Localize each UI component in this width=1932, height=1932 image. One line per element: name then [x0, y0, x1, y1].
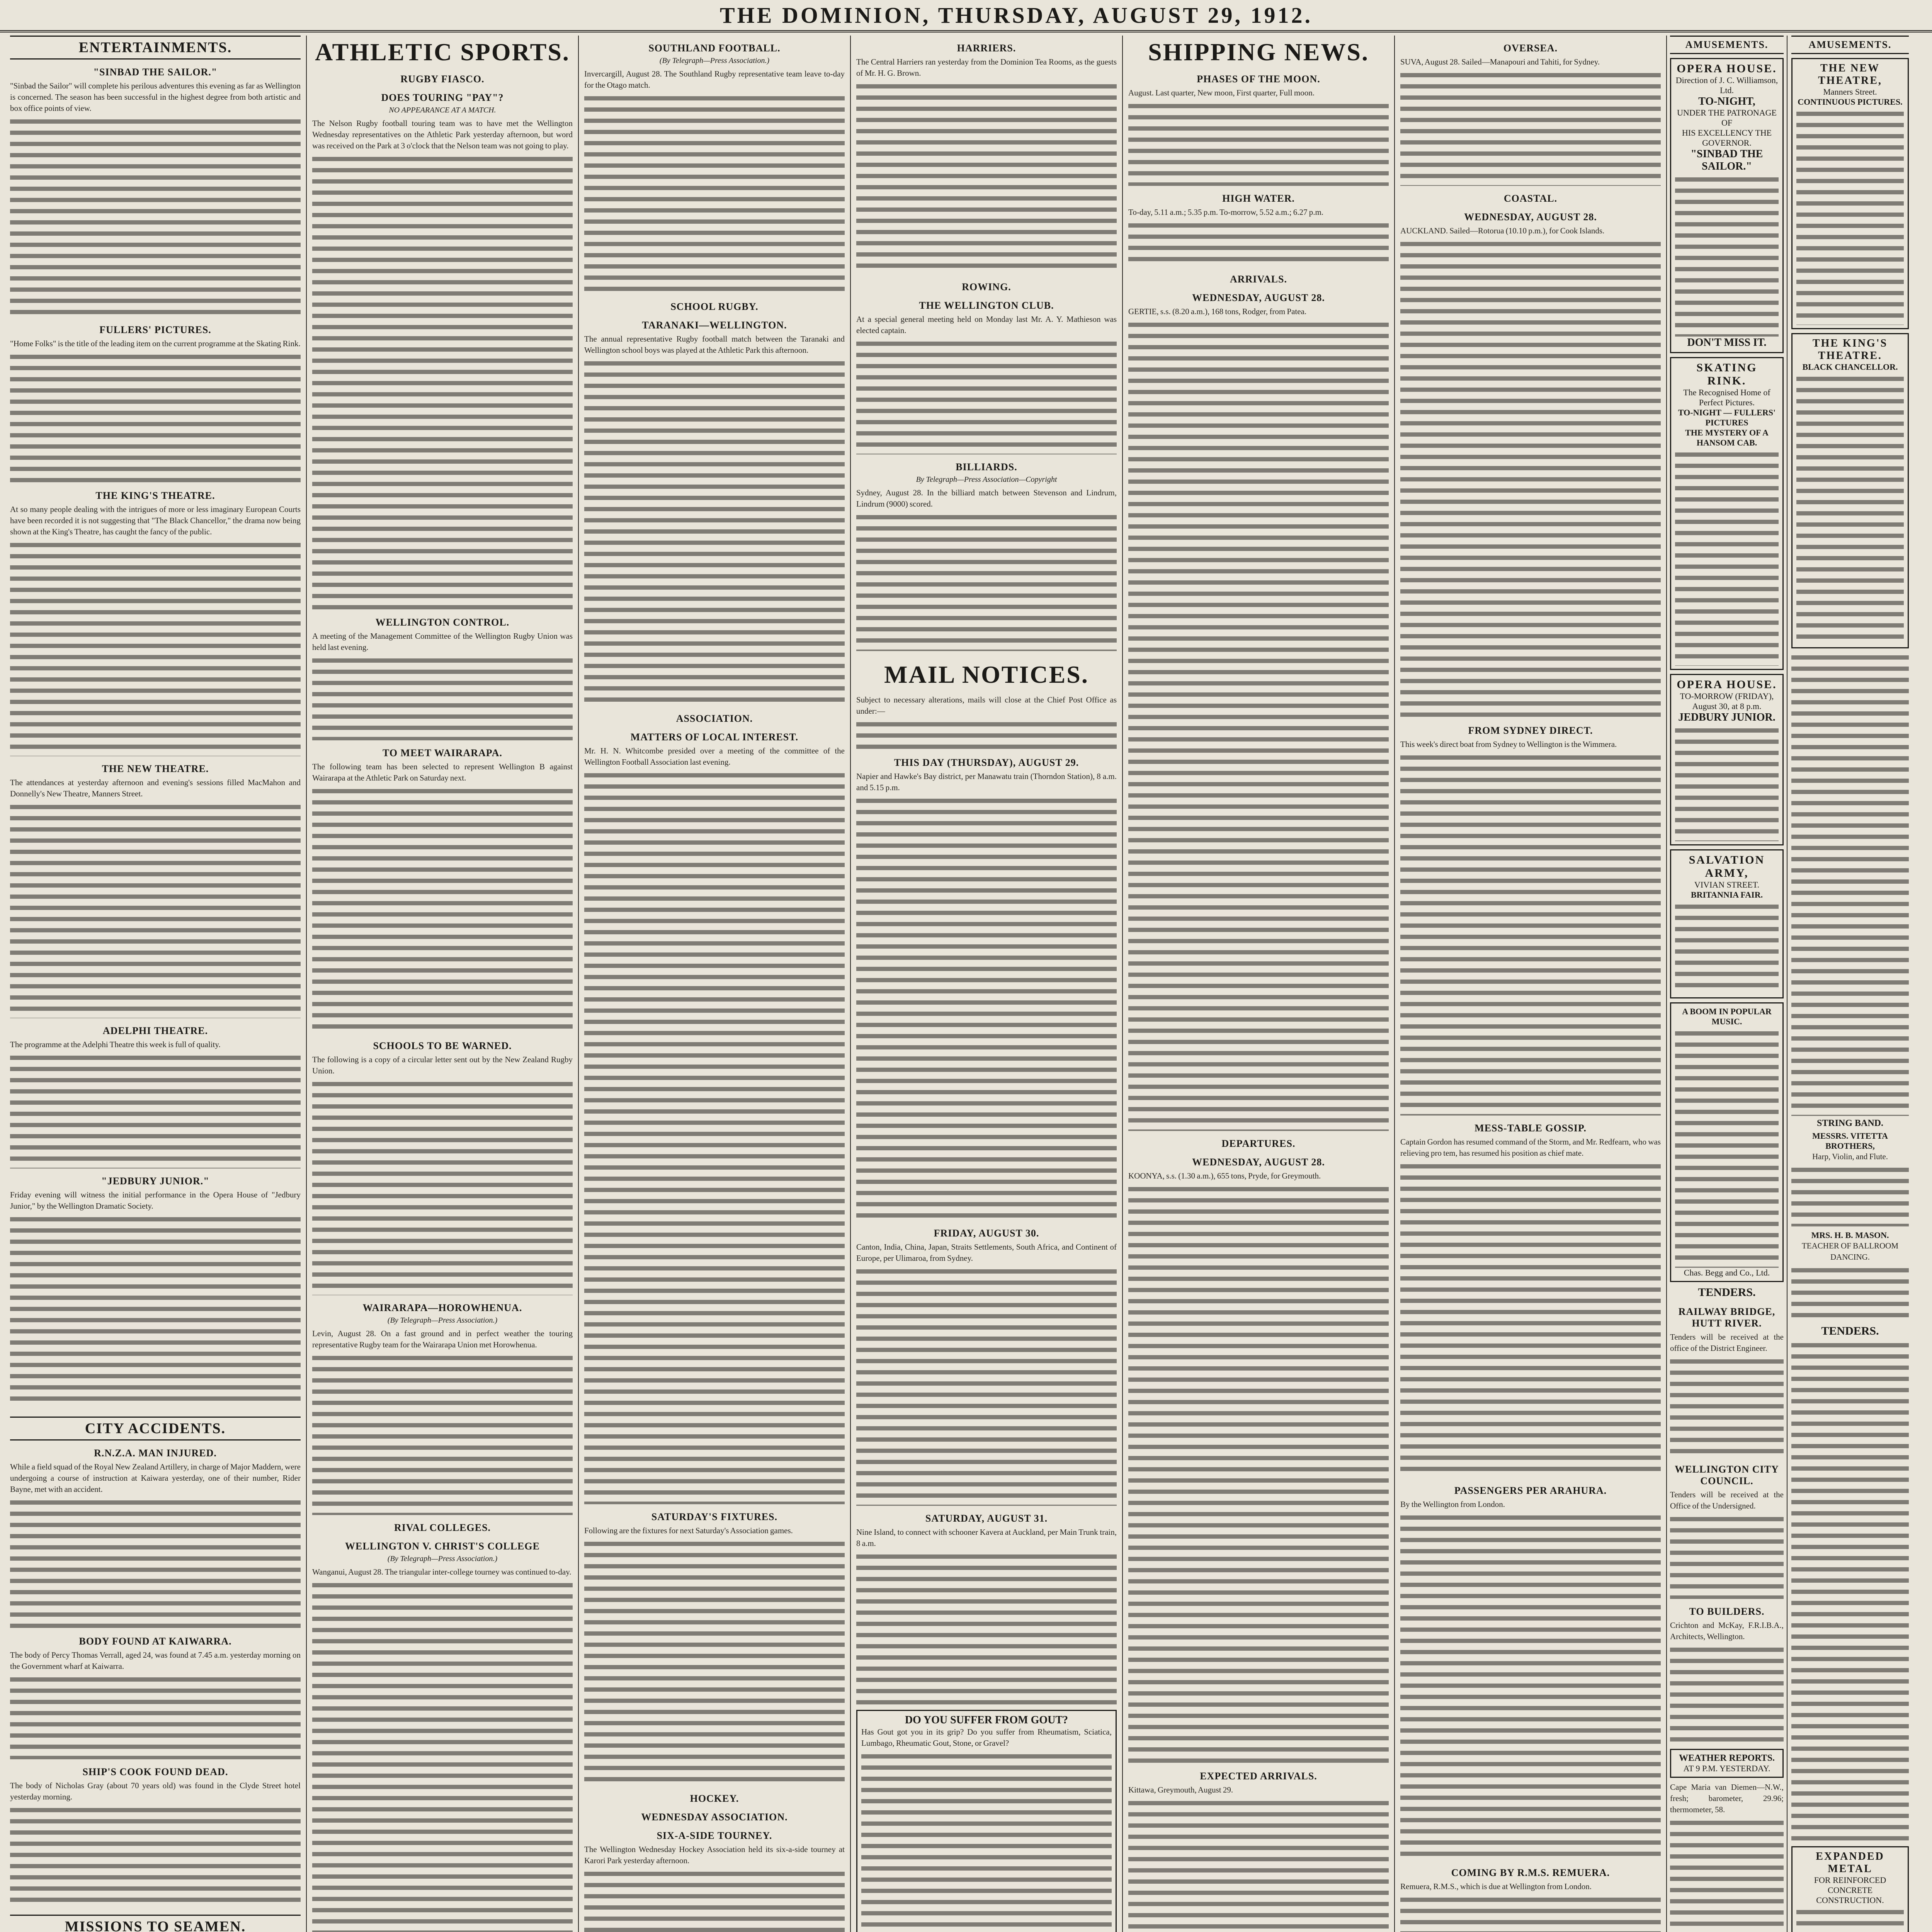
article-heading: SATURDAY, AUGUST 31. — [925, 1513, 1048, 1524]
article — [312, 73, 573, 610]
article — [856, 1513, 1117, 1706]
article-body-text — [1400, 1161, 1661, 1478]
article — [584, 713, 845, 1504]
article-body-text — [10, 116, 301, 317]
article-body-text — [10, 1497, 301, 1629]
article-heading: WELLINGTON CONTROL. — [375, 617, 510, 628]
article-heading: SATURDAY'S FIXTURES. — [651, 1511, 778, 1522]
article-list — [1400, 43, 1661, 1932]
article-body-text — [312, 786, 573, 1033]
article-heading: SCHOOL RUGBY. — [670, 301, 759, 312]
article-text: Invercargill, August 28. The Southland Rugby representative team leave to-day for the Otago match. — [584, 69, 845, 90]
skating-rink-advert — [1670, 357, 1784, 670]
article-body-text — [584, 1539, 845, 1786]
article-text: Friday evening will witness the initial performance in the Opera House of "Jedbury Junior," by the Wellington Dramatic Society. — [10, 1190, 301, 1211]
article — [1400, 43, 1661, 186]
article-body-text — [584, 770, 845, 1504]
article-list — [1128, 73, 1389, 1932]
advert-title: EXPANDED METAL — [1816, 1850, 1884, 1875]
article-body-text — [10, 1214, 301, 1407]
article-dateline: (By Telegraph—Press Association.) — [659, 56, 770, 65]
article-text: Kittawa, Greymouth, August 29. — [1128, 1785, 1233, 1794]
article-heading: WAIRARAPA—HOROWHENUA. — [362, 1302, 522, 1313]
article-list — [312, 73, 573, 1932]
article-text: Remuera, R.M.S., which is due at Wellington from London. — [1400, 1882, 1592, 1891]
article-text: The Central Harriers ran yesterday from the Dominion Tea Rooms, as the guests of Mr. H. G. Brown. — [856, 57, 1117, 78]
article-heading: SHIP'S COOK FOUND DEAD. — [82, 1766, 228, 1777]
advert-line: Manners Street. — [1823, 87, 1877, 97]
article-text: "Sinbad the Sailor" will complete his perilous adventures this evening as far as Wellington is concerned. The season has been successful in the highest degree from both artistic and box office points of view. — [10, 81, 301, 113]
article-body-text — [10, 802, 301, 1018]
article-text: Subject to necessary alterations, mails will close at the Chief Post Office as under:— — [856, 695, 1117, 716]
article-body-text — [1400, 239, 1661, 718]
kings-theatre-advert — [1791, 333, 1909, 648]
page-section-title: ATHLETIC SPORTS. — [315, 38, 570, 66]
article — [856, 281, 1117, 454]
tender-list — [1670, 1306, 1784, 1745]
article-heading: WELLINGTON CITY COUNCIL. — [1675, 1464, 1779, 1486]
article-body-text — [1400, 1512, 1661, 1860]
article-list — [10, 1447, 301, 1905]
article-body-text — [856, 81, 1117, 274]
opera-house-advert-2 — [1670, 674, 1784, 845]
article-text: The attendances at yesterday afternoon and evening's sessions filled MacMahon and Donnelly's New Theatre, Manners Street. — [10, 778, 301, 798]
article-subheading: WEDNESDAY, AUGUST 28. — [1192, 1156, 1325, 1168]
article-text: Captain Gordon has resumed command of the Storm, and Mr. Redfearn, who was relieving pro tem, has resumed his position as chief mate. — [1400, 1137, 1661, 1158]
article — [1400, 1122, 1661, 1478]
tenders-text — [1791, 1340, 1909, 1842]
article-body-text — [312, 154, 573, 610]
article-heading: PHASES OF THE MOON. — [1197, 73, 1320, 85]
article-dateline: NO APPEARANCE AT A MATCH. — [389, 106, 496, 114]
article-text: Canton, India, China, Japan, Straits Settlements, South Africa, and Continent of Europe, per Ulimaroa, from Sydney. — [856, 1242, 1117, 1263]
advert-title: SALVATION ARMY, — [1689, 854, 1765, 879]
article-text: Napier and Hawke's Bay district, per Manawatu train (Thorndon Station), 8 a.m. and 5.15 p.m. — [856, 772, 1117, 792]
article — [10, 1766, 301, 1905]
advert-line: JEDBURY JUNIOR. — [1678, 711, 1776, 723]
advert-title: THE KING'S THEATRE. — [1812, 337, 1888, 362]
article-subheading: WEDNESDAY, AUGUST 28. — [1192, 292, 1325, 303]
advert-title: OPERA HOUSE. — [1677, 62, 1777, 75]
article-dateline: (By Telegraph—Press Association.) — [387, 1554, 498, 1563]
advert-text — [1675, 725, 1779, 841]
article-subheading: MATTERS OF LOCAL INTEREST. — [630, 731, 799, 743]
article-heading: RIVAL COLLEGES. — [394, 1522, 491, 1533]
section-heading: AMUSEMENTS. — [1670, 36, 1784, 54]
article-heading: R.N.Z.A. MAN INJURED. — [94, 1447, 217, 1459]
article-body-text — [1128, 101, 1389, 186]
article-heading: TO MEET WAIRARAPA. — [382, 747, 503, 759]
article-text: Mr. H. N. Whitcombe presided over a meeting of the committee of the Wellington Football Association last evening. — [584, 746, 845, 767]
article-text: The following is a copy of a circular letter sent out by the New Zealand Rugby Union. — [312, 1055, 573, 1075]
article — [856, 461, 1117, 651]
article-body-text — [10, 540, 301, 756]
advert-line: VIVIAN STREET. — [1694, 880, 1760, 889]
advert-text — [1675, 449, 1779, 666]
section-heading: AMUSEMENTS. — [1791, 36, 1909, 54]
advert-line: TO-MORROW (FRIDAY), August 30, at 8 p.m. — [1680, 691, 1774, 711]
column-shipping-news — [1123, 36, 1395, 1932]
article-heading: FRIDAY, AUGUST 30. — [934, 1228, 1039, 1239]
article-body-text — [10, 1053, 301, 1168]
article-body-text — [312, 1353, 573, 1515]
article-text: This week's direct boat from Sydney to Wellington is the Wimmera. — [1400, 740, 1617, 749]
article — [584, 1511, 845, 1786]
advert-line: The Recognised Home of Perfect Pictures. — [1683, 388, 1770, 407]
article-text: The Nelson Rugby football touring team was to have met the Wellington Wednesday representatives on the Athletic Park yesterday afternoon, but word was received on the Park at 3 o'clock that the Nelson team was not going to play. — [312, 119, 573, 150]
article-heading: SCHOOLS TO BE WARNED. — [373, 1040, 512, 1051]
advert-text: Has Gout got you in its grip? Do you suffer from Rheumatism, Sciatica, Lumbago, Rheumatic Gout, Stone, or Gravel? — [861, 1727, 1112, 1748]
weather-title: WEATHER REPORTS. — [1679, 1753, 1775, 1763]
advert-title: OPERA HOUSE. — [1677, 678, 1777, 691]
advert-title: A BOOM IN POPULAR MUSIC. — [1682, 1007, 1772, 1026]
article-body-text — [856, 338, 1117, 454]
article-text: August. Last quarter, New moon, First quarter, Full moon. — [1128, 88, 1315, 97]
article-text: The Wellington Wednesday Hockey Association held its six-a-side tourney at Karori Park yesterday afternoon. — [584, 1845, 845, 1865]
article-text: KOONYA, s.s. (1.30 a.m.), 655 tons, Pryde, for Greymouth. — [1128, 1171, 1321, 1180]
article-heading: SOUTHLAND FOOTBALL. — [648, 43, 781, 54]
article-text: The annual representative Rugby football match between the Taranaki and Wellington school boys was played at the Athletic Park this afternoon. — [584, 334, 845, 355]
article — [1128, 1138, 1389, 1764]
article-heading: COMING BY R.M.S. REMUERA. — [1451, 1867, 1610, 1878]
article-body-text — [1670, 1514, 1784, 1599]
article-body-text — [584, 93, 845, 294]
column-entertainments — [5, 36, 307, 1932]
article-body-text — [312, 655, 573, 740]
article — [10, 324, 301, 483]
article — [312, 1302, 573, 1515]
article-body-text — [1400, 1895, 1661, 1932]
article-body-text — [856, 1266, 1117, 1506]
article-body-text — [1128, 1798, 1389, 1932]
columns — [5, 36, 1932, 1932]
article-body-text — [10, 1805, 301, 1905]
article-heading: HARRIERS. — [957, 43, 1016, 54]
advert-line: Direction of J. C. Williamson, Ltd. — [1675, 75, 1778, 95]
advert-line: "SINBAD THE SAILOR." — [1690, 148, 1763, 172]
newspaper-title: THE DOMINION, THURSDAY, AUGUST 29, 1912. — [719, 3, 1313, 28]
page-section-title: SHIPPING NEWS. — [1148, 38, 1369, 66]
mail-list — [856, 694, 1117, 1706]
article-text: The body of Percy Thomas Verrall, aged 24, was found at 7.45 a.m. yesterday morning on the Government wharf at Kaiwarra. — [10, 1650, 301, 1671]
article — [1670, 1306, 1784, 1457]
article-body-text — [1400, 70, 1661, 186]
advert-line: HIS EXCELLENCY THE GOVERNOR. — [1682, 128, 1772, 148]
article-text: The body of Nicholas Gray (about 70 years old) was found in the Clyde Street hotel yesterday morning. — [10, 1781, 301, 1801]
article — [10, 1175, 301, 1407]
advert-text — [1796, 374, 1904, 644]
salvation-army-advert — [1670, 849, 1784, 998]
article-dateline: By Telegraph—Press Association—Copyright — [916, 475, 1057, 484]
article-heading: "JEDBURY JUNIOR." — [101, 1175, 209, 1187]
advert-title: MESSRS. VITETTA BROTHERS, — [1812, 1131, 1888, 1151]
article-body-text — [1670, 1356, 1784, 1457]
article — [584, 1793, 845, 1932]
article-heading: RAILWAY BRIDGE, HUTT RIVER. — [1678, 1306, 1776, 1329]
advert-line: BLACK CHANCELLOR. — [1802, 362, 1898, 372]
article-text: Sydney, August 28. In the billiard match between Stevenson and Lindrum, Lindrum (9000) scored. — [856, 488, 1117, 509]
weather-text — [1670, 1818, 1784, 1932]
article-heading: MESS-TABLE GOSSIP. — [1475, 1122, 1587, 1134]
article-subheading: TARANAKI—WELLINGTON. — [642, 320, 787, 331]
article-heading: BODY FOUND AT KAIWARRA. — [79, 1636, 232, 1647]
advert-text — [1675, 174, 1779, 337]
advert-text — [1796, 109, 1904, 325]
advert-text — [1675, 901, 1779, 994]
article — [1400, 193, 1661, 718]
article-body-text — [1128, 220, 1389, 267]
article-heading: RUGBY FIASCO. — [400, 73, 485, 85]
weather-report: Cape Maria van Diemen—N.W., fresh; barometer, 29.96; thermometer, 58. — [1670, 1782, 1784, 1814]
advert-text: TEACHER OF BALLROOM DANCING. — [1801, 1241, 1898, 1262]
article-body-text — [856, 719, 1117, 750]
article-heading: PASSENGERS PER ARAHURA. — [1454, 1485, 1607, 1496]
article-heading: FROM SYDNEY DIRECT. — [1468, 725, 1593, 736]
article-heading: THIS DAY (THURSDAY), AUGUST 29. — [894, 757, 1079, 768]
article-heading: TO BUILDERS. — [1689, 1606, 1765, 1617]
article-heading: COASTAL. — [1503, 193, 1558, 204]
article-heading: HIGH WATER. — [1222, 193, 1295, 204]
article — [312, 617, 573, 740]
gout-advert — [856, 1710, 1117, 1932]
column-athletic-sports — [307, 36, 579, 1932]
advert-line: TO-NIGHT — FULLERS' PICTURES — [1678, 408, 1776, 427]
article-heading: BILLIARDS. — [956, 461, 1017, 473]
expanded-metal-advert — [1791, 1846, 1909, 1932]
section-heading: STRING BAND. — [1816, 1118, 1884, 1128]
article-body-text — [856, 1551, 1117, 1706]
advert-title: SKATING RINK. — [1696, 361, 1757, 387]
article — [1400, 1485, 1661, 1860]
article-heading: ASSOCIATION. — [676, 713, 753, 724]
article-list — [584, 43, 845, 1932]
article — [10, 490, 301, 756]
article-heading: THE KING'S THEATRE. — [95, 490, 215, 501]
section-heading: TENDERS. — [1821, 1325, 1879, 1337]
article — [1128, 1770, 1389, 1932]
article-text: While a field squad of the Royal New Zealand Artillery, in charge of Major Maddern, were undergoing a course of instruction at Kaiwara yesterday, one of their number, Rider Bayne, met with an accident. — [10, 1462, 301, 1494]
column-mail-notices — [851, 36, 1123, 1932]
article-text: "Home Folks" is the title of the leading item on the current programme at the Skating Rink. — [10, 339, 301, 348]
article-text: At a special general meeting held on Monday last Mr. A. Y. Mathieson was elected captain. — [856, 315, 1117, 335]
page-section-title: MAIL NOTICES. — [884, 661, 1089, 688]
article — [10, 1025, 301, 1168]
article — [1400, 725, 1661, 1116]
advert-text — [1675, 1028, 1779, 1268]
article-subheading: SIX-A-SIDE TOURNEY. — [656, 1830, 772, 1841]
advert-line: TO-NIGHT, — [1698, 95, 1755, 107]
opera-house-advert — [1670, 58, 1784, 353]
article-body-text — [1400, 752, 1661, 1116]
article-body-text — [10, 1674, 301, 1759]
advert-line: Chas. Begg and Co., Ltd. — [1684, 1268, 1770, 1277]
article-text: The programme at the Adelphi Theatre this week is full of quality. — [10, 1040, 221, 1049]
article — [584, 301, 845, 706]
article — [1128, 193, 1389, 267]
article — [856, 43, 1117, 274]
article — [10, 763, 301, 1018]
article-body-text — [1670, 1645, 1784, 1745]
article — [1128, 73, 1389, 186]
article-text: To-day, 5.11 a.m.; 5.35 p.m. To-morrow, 5.52 a.m.; 6.27 p.m. — [1128, 207, 1324, 217]
advert-title: MRS. H. B. MASON. — [1811, 1230, 1889, 1240]
article-body-text — [10, 352, 301, 483]
article — [856, 1228, 1117, 1506]
article-text: Tenders will be received at the office of the District Engineer. — [1670, 1332, 1784, 1353]
advert-title: THE NEW THEATRE, — [1818, 62, 1882, 87]
article-text: GERTIE, s.s. (8.20 a.m.), 168 tons, Rodger, from Patea. — [1128, 307, 1307, 316]
article — [10, 1447, 301, 1629]
article-body-text — [312, 1079, 573, 1295]
column-shipping-continued — [1395, 36, 1667, 1932]
article — [312, 1522, 573, 1932]
section-heading: ENTERTAINMENTS. — [10, 36, 301, 60]
article-body-text — [1128, 1184, 1389, 1764]
advert-line: THE MYSTERY OF A HANSOM CAB. — [1685, 428, 1769, 447]
advert-title: DO YOU SUFFER FROM GOUT? — [905, 1714, 1068, 1726]
article-subheading: WEDNESDAY ASSOCIATION. — [641, 1811, 788, 1823]
article-heading: FULLERS' PICTURES. — [99, 324, 211, 335]
advert-text: Harp, Violin, and Flute. — [1812, 1152, 1888, 1161]
advert-line: CONTINUOUS PICTURES. — [1798, 97, 1903, 107]
article — [10, 1636, 301, 1759]
article — [1670, 1464, 1784, 1599]
article-text: Crichton and McKay, F.R.I.B.A., Architects, Wellington. — [1670, 1621, 1784, 1641]
article — [1128, 274, 1389, 1131]
article — [856, 757, 1117, 1221]
music-advert — [1670, 1002, 1784, 1282]
article-dateline: (By Telegraph—Press Association.) — [387, 1316, 498, 1325]
article-body-text — [1128, 320, 1389, 1131]
advert-line: FOR REINFORCED CONCRETE CONSTRUCTION. — [1814, 1875, 1886, 1905]
article — [584, 43, 845, 294]
article — [312, 747, 573, 1033]
article-heading: HOCKEY. — [690, 1793, 739, 1804]
article-text: AUCKLAND. Sailed—Rotorua (10.10 p.m.), for Cook Islands. — [1400, 226, 1605, 235]
article-heading: ARRIVALS. — [1230, 274, 1287, 285]
article — [1670, 1606, 1784, 1745]
section-heading: CITY ACCIDENTS. — [10, 1417, 301, 1440]
article-body-text — [856, 512, 1117, 651]
article-heading: ADELPHI THEATRE. — [102, 1025, 208, 1036]
article-heading: THE NEW THEATRE. — [102, 763, 209, 774]
article — [312, 1040, 573, 1295]
advert-body-text — [861, 1751, 1112, 1932]
article — [1400, 1867, 1661, 1932]
article-body-text — [312, 1580, 573, 1932]
advert-line: BRITANNIA FAIR. — [1690, 890, 1763, 900]
advert-body-text — [1791, 1265, 1909, 1319]
article-body-text — [584, 358, 845, 706]
advert-body-text — [1791, 1165, 1909, 1226]
advert-text — [1796, 1907, 1904, 1932]
column-sports-continued — [579, 36, 851, 1932]
article-text: A meeting of the Management Committee of the Wellington Rugby Union was held last evening. — [312, 631, 573, 652]
article-body-text — [856, 796, 1117, 1221]
article-list — [856, 43, 1117, 651]
advert-line: DON'T MISS IT. — [1687, 337, 1767, 349]
article-subheading: THE WELLINGTON CLUB. — [919, 300, 1054, 311]
article-subheading: DOES TOURING "PAY"? — [381, 92, 504, 103]
article-heading: DEPARTURES. — [1221, 1138, 1296, 1149]
article — [10, 66, 301, 317]
classified-text — [1791, 652, 1909, 1116]
article-text: Levin, August 28. On a fast ground and in perfect weather the touring representative Rugby team for the Wairarapa Union met Horowhenua. — [312, 1329, 573, 1349]
article-subheading: WEDNESDAY, AUGUST 28. — [1464, 211, 1597, 223]
section-heading: MISSIONS TO SEAMEN. — [10, 1915, 301, 1932]
article-heading: ROWING. — [962, 281, 1011, 293]
article-heading: OVERSEA. — [1503, 43, 1558, 54]
article-text: By the Wellington from London. — [1400, 1500, 1505, 1509]
article-heading: "SINBAD THE SAILOR." — [93, 66, 218, 78]
article-text: Following are the fixtures for next Saturday's Association games. — [584, 1526, 793, 1535]
article-text: SUVA, August 28. Sailed—Manapouri and Tahiti, for Sydney. — [1400, 57, 1600, 66]
weather-subtitle: AT 9 P.M. YESTERDAY. — [1683, 1764, 1770, 1773]
weather-box — [1670, 1749, 1784, 1778]
article-text: Nine Island, to connect with schooner Kavera at Auckland, per Main Trunk train, 8 a.m. — [856, 1527, 1117, 1548]
article-list — [10, 66, 301, 1407]
advert-line: UNDER THE PATRONAGE OF — [1677, 108, 1777, 128]
section-heading: TENDERS. — [1698, 1286, 1756, 1299]
article-subheading: WELLINGTON V. CHRIST'S COLLEGE — [345, 1541, 540, 1552]
article-body-text — [584, 1869, 845, 1932]
masthead — [0, 0, 1932, 32]
article-heading: EXPECTED ARRIVALS. — [1200, 1770, 1317, 1782]
new-theatre-advert — [1791, 58, 1909, 329]
article-text: Wanganui, August 28. The triangular inter-college tourney was continued to-day. — [312, 1567, 571, 1577]
article-text: Tenders will be received at the Office of the Undersigned. — [1670, 1490, 1784, 1510]
column-amusements — [1667, 36, 1912, 1932]
article-text: The following team has been selected to represent Wellington B against Wairarapa at the Athletic Park on Saturday next. — [312, 762, 573, 782]
article-text: At so many people dealing with the intrigues of more or less imaginary European Courts have been recorded it is not suggesting that "The Black Chancellor," the drama now being shown at the King's Theatre, has caught the fancy of the public. — [10, 505, 301, 536]
article — [856, 694, 1117, 750]
